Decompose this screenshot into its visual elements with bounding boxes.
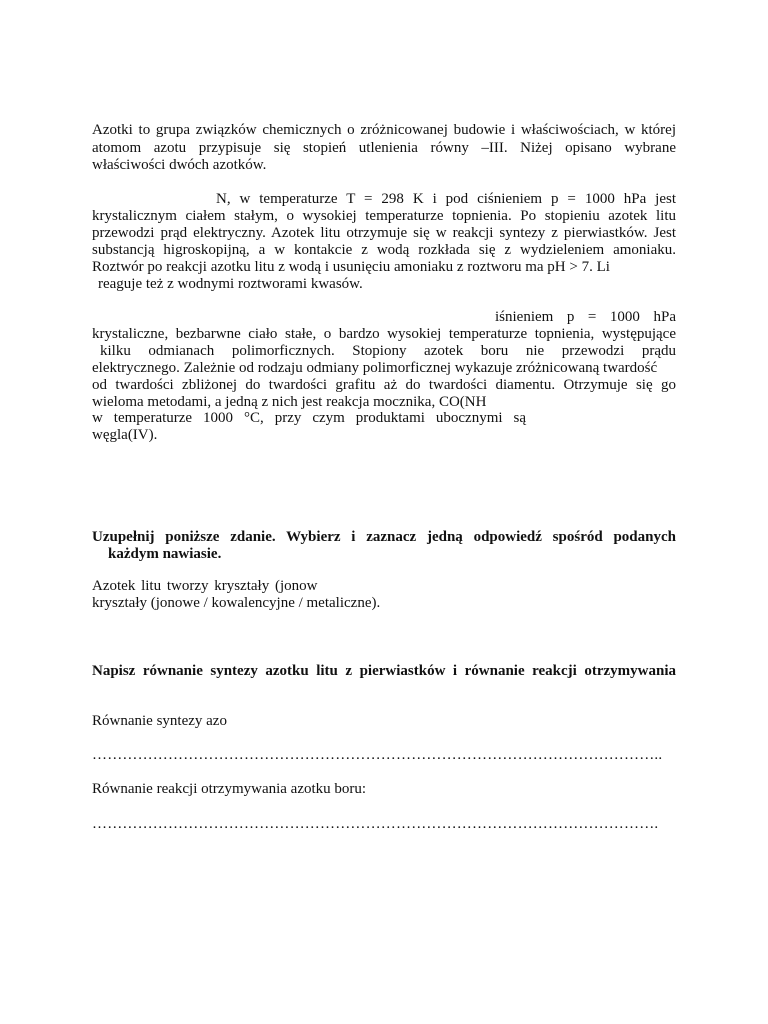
boron-line-3: kilku odmianach polimorficznych. Stopiony azotek boru nie przewodzi prądu: [100, 343, 676, 359]
intro-line-1: Azotki to grupa związków chemicznych o zróżnicowanej budowie i właściwościach, w której: [92, 122, 676, 138]
lithium-line-5: Roztwór po reakcji azotku litu z wodą i usunięciu amoniaku z roztworu ma pH > 7. Li: [92, 259, 610, 275]
task1-instruction-line-2: każdym nawiasie.: [108, 546, 222, 562]
answer-line-synthesis[interactable]: …………………………………………………………………………………………………..: [92, 747, 663, 763]
task2-label-synthesis: Równanie syntezy azo: [92, 713, 227, 729]
boron-line-8: węgla(IV).: [92, 427, 158, 443]
boron-line-2: krystaliczne, bezbarwne ciało stałe, o bardzo wysokiej temperaturze topnienia, występujące: [92, 326, 676, 342]
answer-line-boron[interactable]: ………………………………………………………………………………………………….: [92, 816, 659, 832]
lithium-line-6: reaguje też z wodnymi roztworami kwasów.: [98, 276, 363, 292]
task1-sentence-line-1: Azotek litu tworzy kryształy (jonow: [92, 578, 318, 594]
lithium-line-3: przewodzi prąd elektryczny. Azotek litu otrzymuje się w reakcji syntezy z pierwiastków. Jest: [92, 225, 676, 241]
task2-label-boron: Równanie reakcji otrzymywania azotku boru:: [92, 781, 367, 797]
intro-line-2: atomom azotu przypisuje się stopień utlenienia równy –III. Niżej opisano wybrane: [92, 140, 676, 156]
task1-sentence-line-2: kryształy (jonowe / kowalencyjne / metaliczne).: [92, 595, 381, 611]
task1-instruction-line-1: Uzupełnij poniższe zdanie. Wybierz i zaznacz jedną odpowiedź spośród podanych: [92, 529, 676, 545]
boron-line-5: od twardości zbliżonej do twardości grafitu aż do twardości diamentu. Otrzymuje się go: [92, 377, 676, 393]
boron-line-1: iśnieniem p = 1000 hPa: [495, 309, 676, 325]
lithium-line-4: substancją higroskopijną, a w kontakcie z wodą rozkłada się z wydzieleniem amoniaku.: [92, 242, 676, 258]
boron-line-6: wieloma metodami, a jedną z nich jest reakcja mocznika, CO(NH: [92, 394, 487, 410]
boron-line-7: w temperaturze 1000 °C, przy czym produktami ubocznymi są: [92, 410, 526, 426]
lithium-line-1: N, w temperaturze T = 298 K i pod ciśnieniem p = 1000 hPa jest: [216, 191, 676, 207]
task2-instruction: Napisz równanie syntezy azotku litu z pierwiastków i równanie reakcji otrzymywania: [92, 663, 676, 679]
intro-line-3: właściwości dwóch azotków.: [92, 157, 267, 173]
boron-line-4: elektrycznego. Zależnie od rodzaju odmiany polimorficznej wykazuje zróżnicowaną twardość: [92, 360, 658, 376]
lithium-line-2: krystalicznym ciałem stałym, o wysokiej temperaturze topnienia. Po stopieniu azotek litu: [92, 208, 676, 224]
